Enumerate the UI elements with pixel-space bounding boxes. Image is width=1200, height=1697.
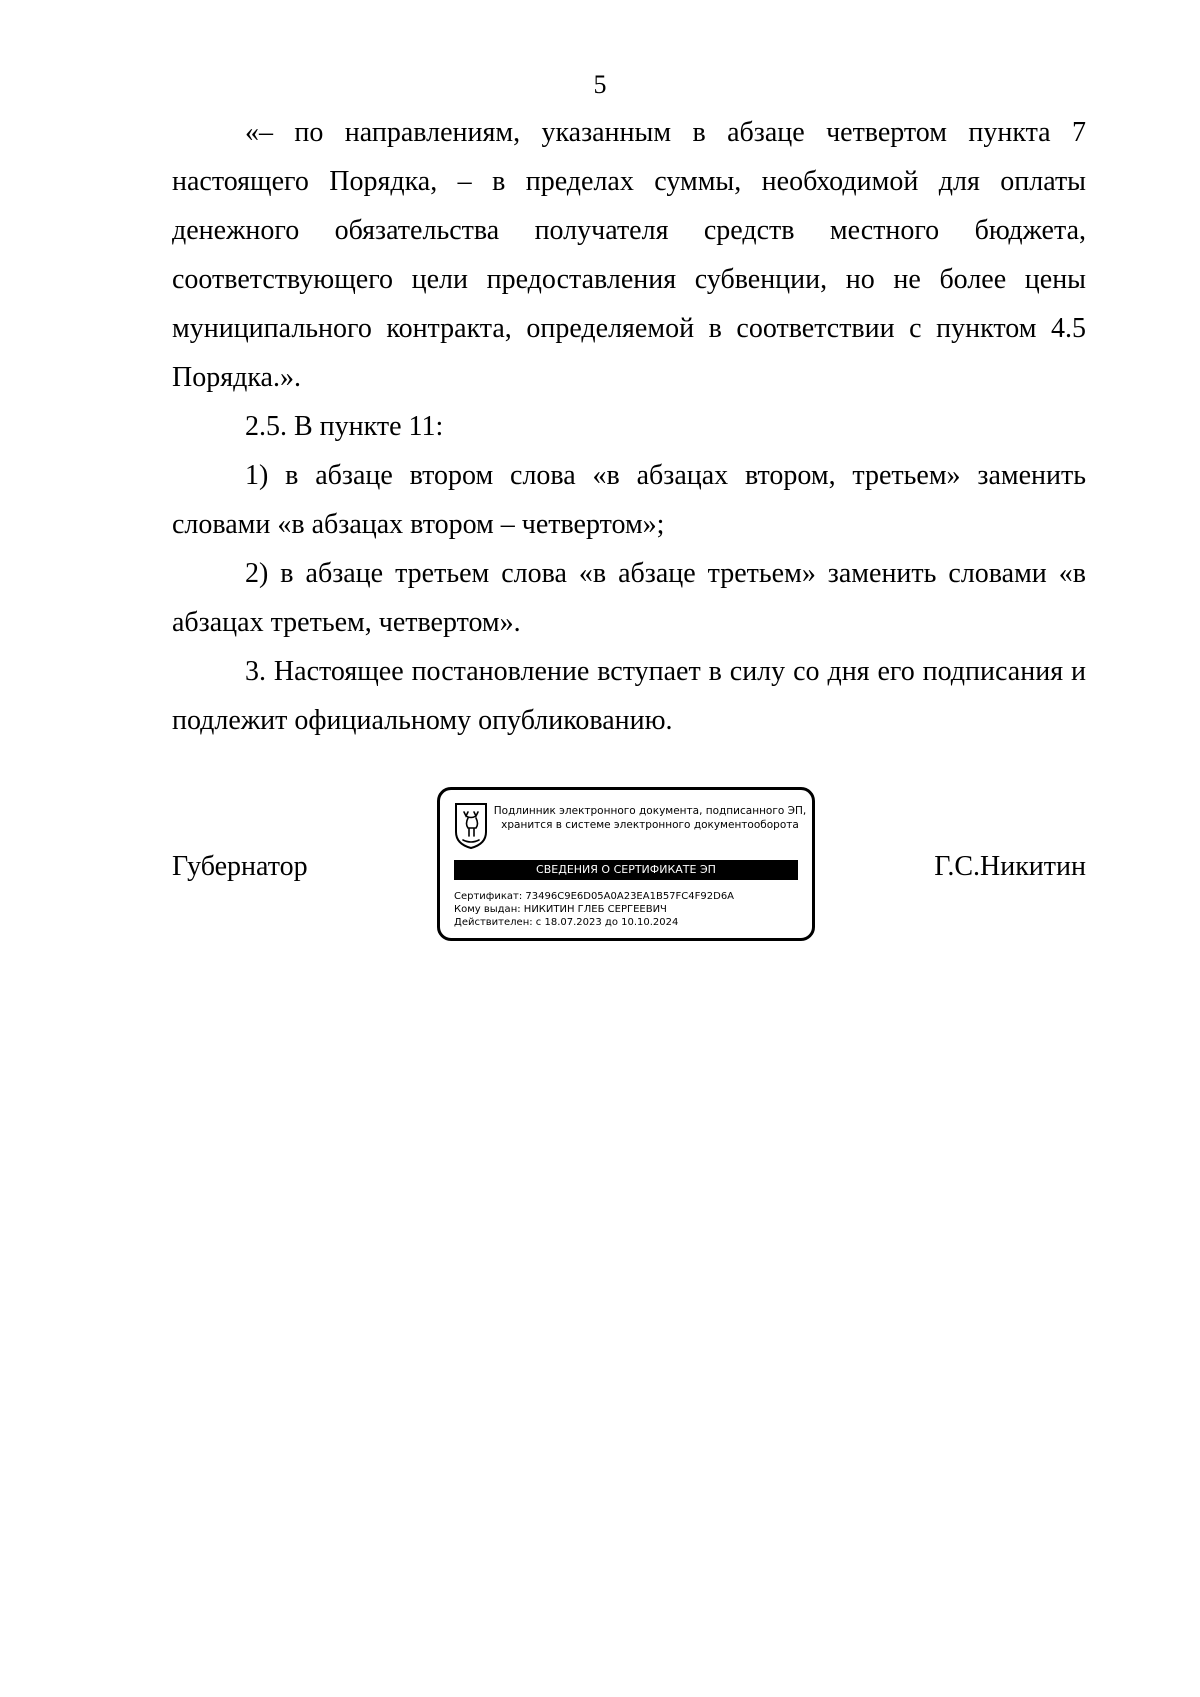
validity-label: Действителен: [454,917,533,928]
issued-to-line [454,903,804,916]
certificate-label: Сертификат: [454,891,523,902]
certificate-line [454,890,804,903]
stamp-header-line: хранится в системе электронного документооборота [501,819,799,831]
certificate-info-bar: СВЕДЕНИЯ О СЕРТИФИКАТЕ ЭП [454,860,798,880]
issued-to-label: Кому выдан: [454,904,521,915]
issued-to-value: НИКИТИН ГЛЕБ СЕРГЕЕВИЧ [523,904,667,915]
electronic-signature-stamp [437,787,815,941]
stamp-header-line: Подлинник электронного документа, подписанного ЭП, [493,805,807,817]
paragraph-item-2-5: 2.5. В пункте 11: [245,411,444,442]
paragraph-amendment-quote: «– по направлениям, указанным в абзаце четвертом пункта 7 настоящего Порядка, – в пределах суммы, необходимой для оплаты денежного обязательства получателя средств местного бюджета, соответствующего цели предоставления субвенции, но не более цены муниципального контракта, определяемой в соответствии с пунктом 4.5 Порядка.». [172,117,1086,393]
certificate-details [454,890,804,929]
paragraph-item-3: 3. Настоящее постановление вступает в силу со дня его подписания и подлежит официальному опубликованию. [172,656,1086,736]
validity-value: с 18.07.2023 до 10.10.2024 [535,917,679,928]
coat-of-arms-icon [454,802,488,850]
certificate-value: 73496C9E6D05A0A23EA1B57FC4F92D6A [525,891,735,902]
paragraph-subitem-2: 2) в абзаце третьем слова «в абзаце третьем» заменить словами «в абзацах третьем, четвертом». [172,558,1086,638]
validity-line [454,916,804,929]
document-body [172,108,1086,745]
signer-role: Губернатор [172,851,308,882]
signature-block [172,787,1086,947]
signer-name: Г.С.Никитин [934,851,1086,882]
stamp-header [492,804,808,832]
page-number: 5 [593,70,607,99]
paragraph-subitem-1: 1) в абзаце втором слова «в абзацах втором, третьем» заменить словами «в абзацах втором – четвертом»; [172,460,1086,540]
